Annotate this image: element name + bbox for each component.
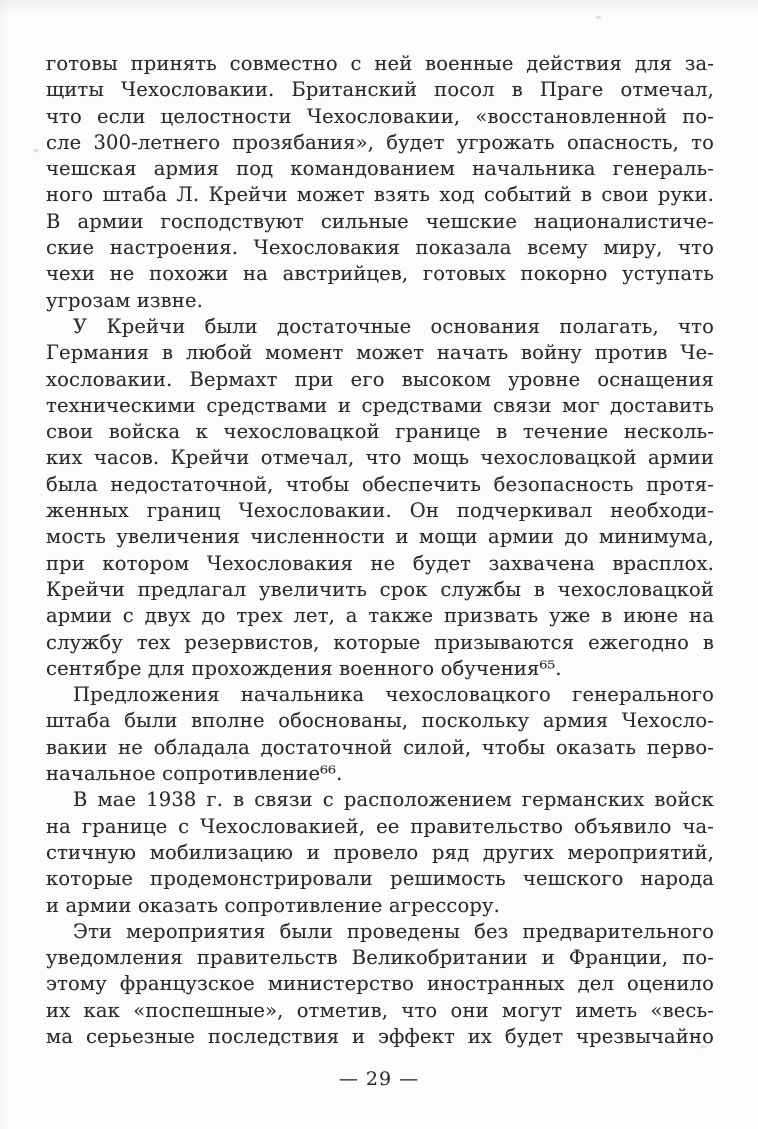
text-line: которые продемонстрировали решимость чешского народа: [46, 867, 714, 891]
text-line: армии с двух до трех лет, а также призвать уже в июне на: [46, 604, 714, 628]
text-line: что если целостности Чехословакии, «восстановленной по-: [46, 104, 714, 128]
text-line: техническими средствами и средствами связи мог доставить: [46, 393, 714, 417]
text-line: угрозам извне.: [46, 288, 203, 312]
text-line: мость увеличения численности и мощи армии до минимума,: [46, 525, 714, 549]
text-line: чехи не похожи на австрийцев, готовых покорно уступать: [46, 262, 714, 286]
text-line: В мае 1938 г. в связи с расположением германских войск: [73, 788, 714, 812]
text-line: была недостаточной, чтобы обеспечить безопасность протя-: [46, 472, 714, 496]
text-line: Предложения начальника чехословацкого генерального: [73, 683, 714, 707]
text-line: на границе с Чехословакией, ее правительство объявило ча-: [46, 814, 714, 838]
text-line: Эти мероприятия были проведены без предварительного: [73, 919, 714, 943]
text-line: чешская армия под командованием начальника генераль-: [46, 157, 714, 181]
page-text: [46, 51, 714, 1050]
text-line: начальное сопротивление⁶⁶.: [46, 762, 343, 786]
text-line: ких часов. Крейчи отмечал, что мощь чехословацкой армии: [46, 446, 714, 470]
text-line: свои войска к чехословацкой границе в течение несколь-: [46, 420, 714, 444]
text-line: службу тех резервистов, которые призываются ежегодно в: [46, 630, 714, 654]
text-line: вакии не обладала достаточной силой, чтобы оказать перво-: [46, 735, 714, 759]
text-line: щиты Чехословакии. Британский посол в Праге отмечал,: [46, 78, 714, 102]
scan-speck: [33, 149, 39, 152]
text-line: их как «поспешные», отметив, что они могут иметь «весь-: [46, 998, 714, 1022]
text-line: Германия в любой момент может начать войну против Че-: [46, 341, 714, 365]
scan-speck: [596, 16, 601, 19]
paragraph: [46, 51, 714, 314]
text-line: У Крейчи были достаточные основания полагать, что: [73, 314, 714, 338]
text-line: женных границ Чехословакии. Он подчеркивал необходи-: [46, 499, 714, 523]
paragraph: [46, 682, 714, 787]
text-line: хословакии. Вермахт при его высоком уровне оснащения: [46, 367, 714, 391]
text-line: сентябре для прохождения военного обучения⁶⁵.: [46, 656, 562, 680]
text-line: при котором Чехословакия не будет захвачена врасплох.: [46, 551, 714, 575]
text-line: уведомления правительств Великобритании и Франции, по-: [46, 946, 714, 970]
text-line: и армии оказать сопротивление агрессору.: [46, 893, 500, 917]
text-line: В армии господствуют сильные чешские националистиче-: [46, 209, 714, 233]
text-line: ма серьезные последствия и эффект их будет чрезвычайно: [46, 1024, 714, 1048]
page-number: — 29 —: [338, 1068, 420, 1090]
text-line: этому французское министерство иностранных дел оценило: [46, 972, 714, 996]
text-line: ские настроения. Чехословакия показала всему миру, что: [46, 236, 714, 260]
text-line: готовы принять совместно с ней военные действия для за-: [46, 52, 714, 75]
text-line: стичную мобилизацию и провело ряд других мероприятий,: [46, 840, 714, 864]
text-line: ного штаба Л. Крейчи может взять ход событий в свои руки.: [46, 183, 714, 207]
paragraph: [46, 787, 714, 918]
text-line: сле 300-летнего прозябания», будет угрожать опасность, то: [46, 130, 714, 154]
text-line: Крейчи предлагал увеличить срок службы в чехословацкой: [46, 577, 714, 601]
paragraph: [46, 314, 714, 682]
paragraph: [46, 919, 714, 1050]
text-line: штаба были вполне обоснованы, поскольку армия Чехосло-: [46, 709, 714, 733]
